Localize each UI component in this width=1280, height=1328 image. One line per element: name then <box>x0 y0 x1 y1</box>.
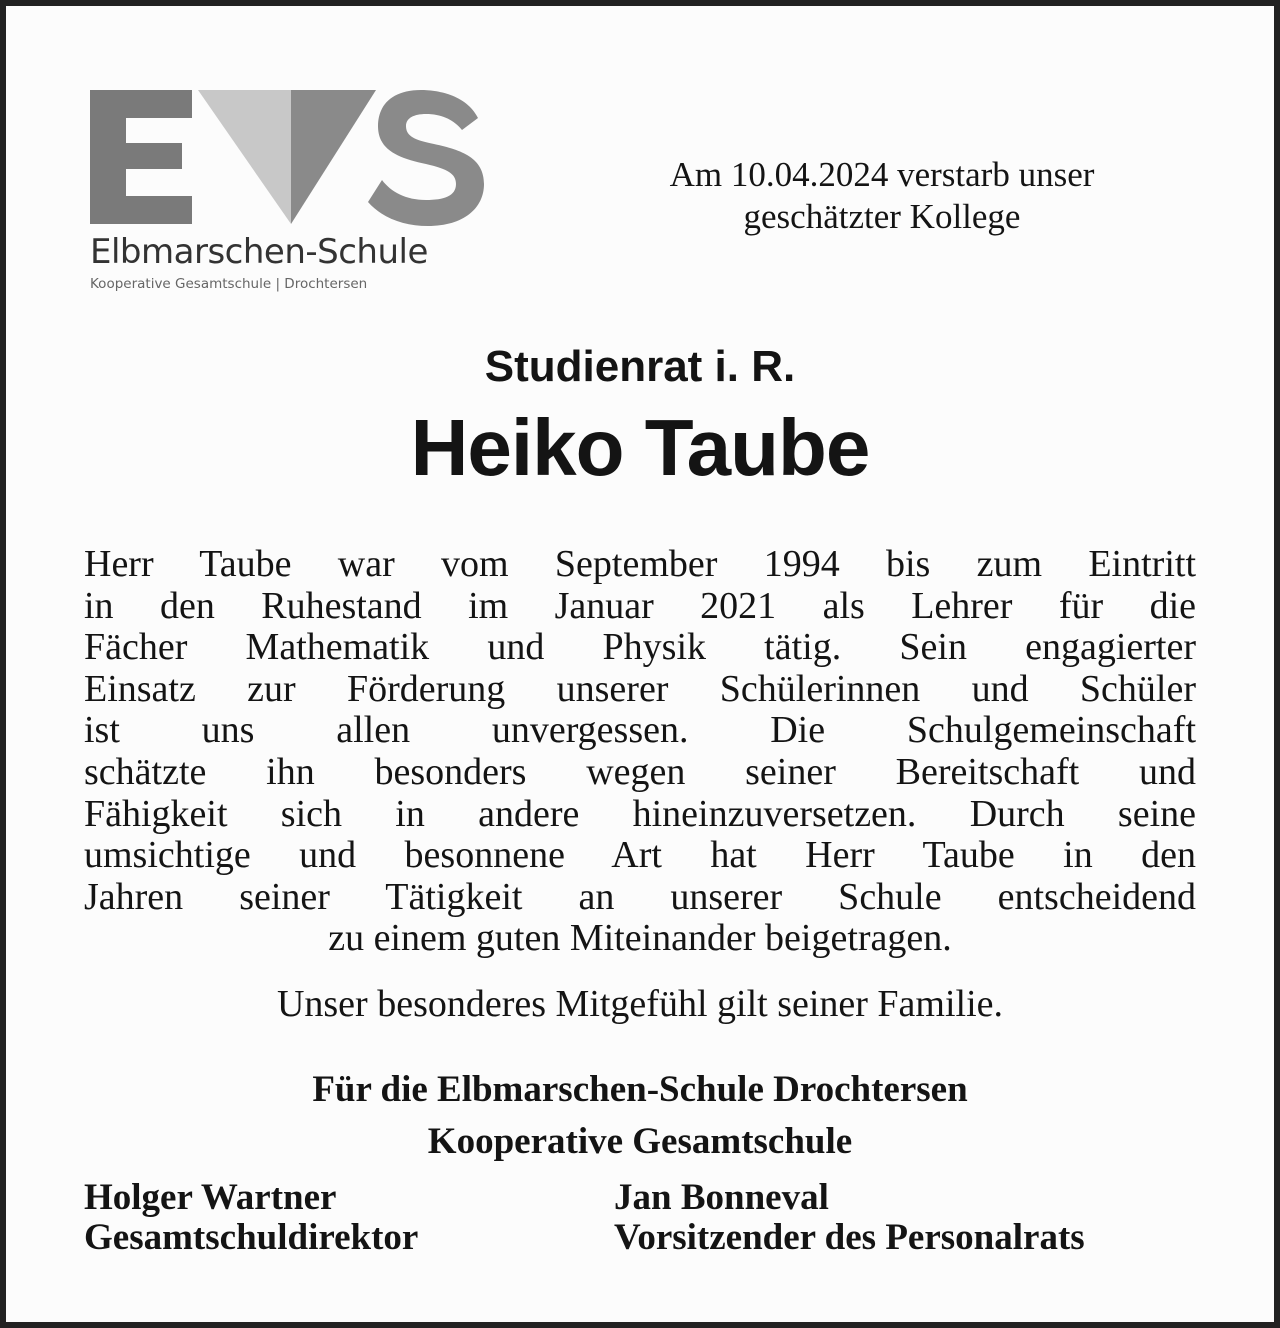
signoff-line-1: Für die Elbmarschen-Schule Drochtersen <box>312 1069 968 1110</box>
signatory-left <box>84 1178 418 1258</box>
tribute-line: Herr Taube war vom September 1994 bis zum Eintritt <box>84 543 1196 585</box>
deceased-name: Heiko Taube <box>410 403 870 492</box>
tribute-line: Einsatz zur Förderung unserer Schülerinnen und Schüler <box>84 667 1196 710</box>
deceased-rank: Studienrat i. R. <box>484 342 796 391</box>
tribute-line: Fächer Mathematik und Physik tätig. Sein engagierter <box>84 626 1196 669</box>
intro-line-1: Am 10.04.2024 verstarb unser <box>669 155 1095 194</box>
signatory-title: Gesamtschuldirektor <box>84 1217 419 1258</box>
logo-school-name: Elbmarschen-Schule <box>90 232 428 272</box>
tribute-line: umsichtige und besonnene Art hat Herr Taube in den <box>84 834 1196 877</box>
condolence-line: Unser besonderes Mitgefühl gilt seiner Familie. <box>276 983 1004 1025</box>
signatory-title: Vorsitzender des Personalrats <box>614 1217 1085 1258</box>
signatory-name: Holger Wartner <box>84 1177 337 1218</box>
evs-logo-icon <box>86 84 486 234</box>
signoff-line-2: Kooperative Gesamtschule <box>427 1121 853 1162</box>
intro-line-2: geschätzter Kollege <box>743 197 1021 236</box>
tribute-paragraph <box>84 544 1196 960</box>
intro-text <box>582 154 1182 238</box>
tribute-line: Jahren seiner Tätigkeit an unserer Schule entscheidend <box>84 875 1196 918</box>
obituary-notice <box>6 6 1274 1322</box>
signatory-right <box>614 1178 1085 1258</box>
tribute-line: zu einem guten Miteinander beigetragen. <box>328 917 952 960</box>
logo-school-subtitle: Kooperative Gesamtschule | Drochtersen <box>90 276 368 292</box>
tribute-line: Fähigkeit sich in andere hineinzuversetzen. Durch seine <box>84 792 1196 835</box>
tribute-line: schätzte ihn besonders wegen seiner Bereitschaft und <box>84 750 1196 793</box>
tribute-line: ist uns allen unvergessen. Die Schulgemeinschaft <box>84 709 1196 752</box>
tribute-line: in den Ruhestand im Januar 2021 als Lehrer für die <box>84 584 1196 627</box>
school-logo <box>86 84 486 296</box>
signatory-name: Jan Bonneval <box>614 1177 829 1218</box>
